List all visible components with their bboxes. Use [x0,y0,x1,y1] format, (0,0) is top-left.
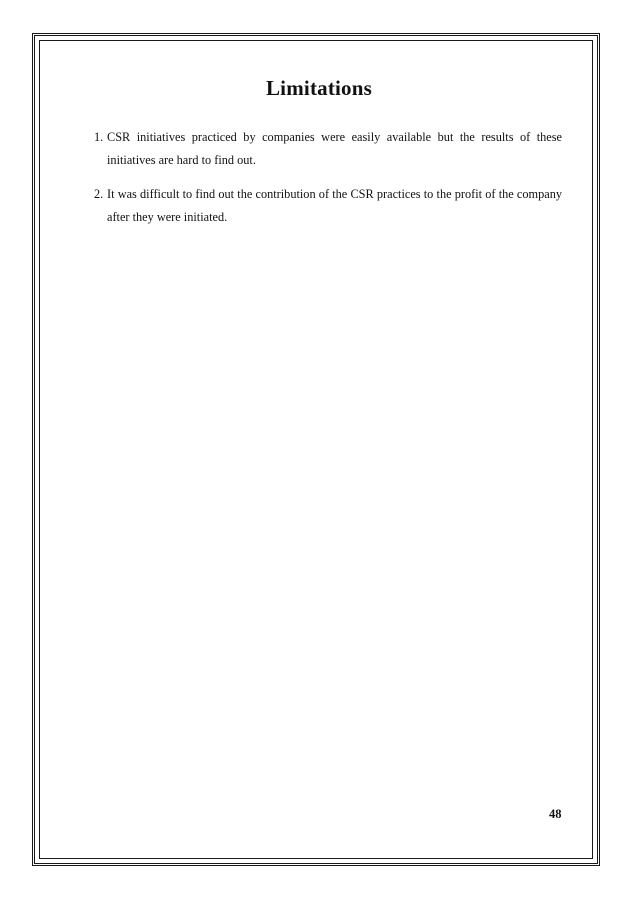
list-item [94,126,562,172]
list-item-number: 2. [94,187,104,201]
page-number: 48 [549,807,562,821]
list-item-text: CSR initiatives practiced by companies were easily available but the results of these initiatives are hard to find out. [107,130,562,167]
limitations-list [94,126,562,240]
list-item-text: It was difficult to find out the contribution of the CSR practices to the profit of the company after they were initiated. [107,187,562,224]
list-item-number: 1. [94,130,104,144]
list-item [94,183,562,229]
page-title: Limitations [265,76,373,100]
